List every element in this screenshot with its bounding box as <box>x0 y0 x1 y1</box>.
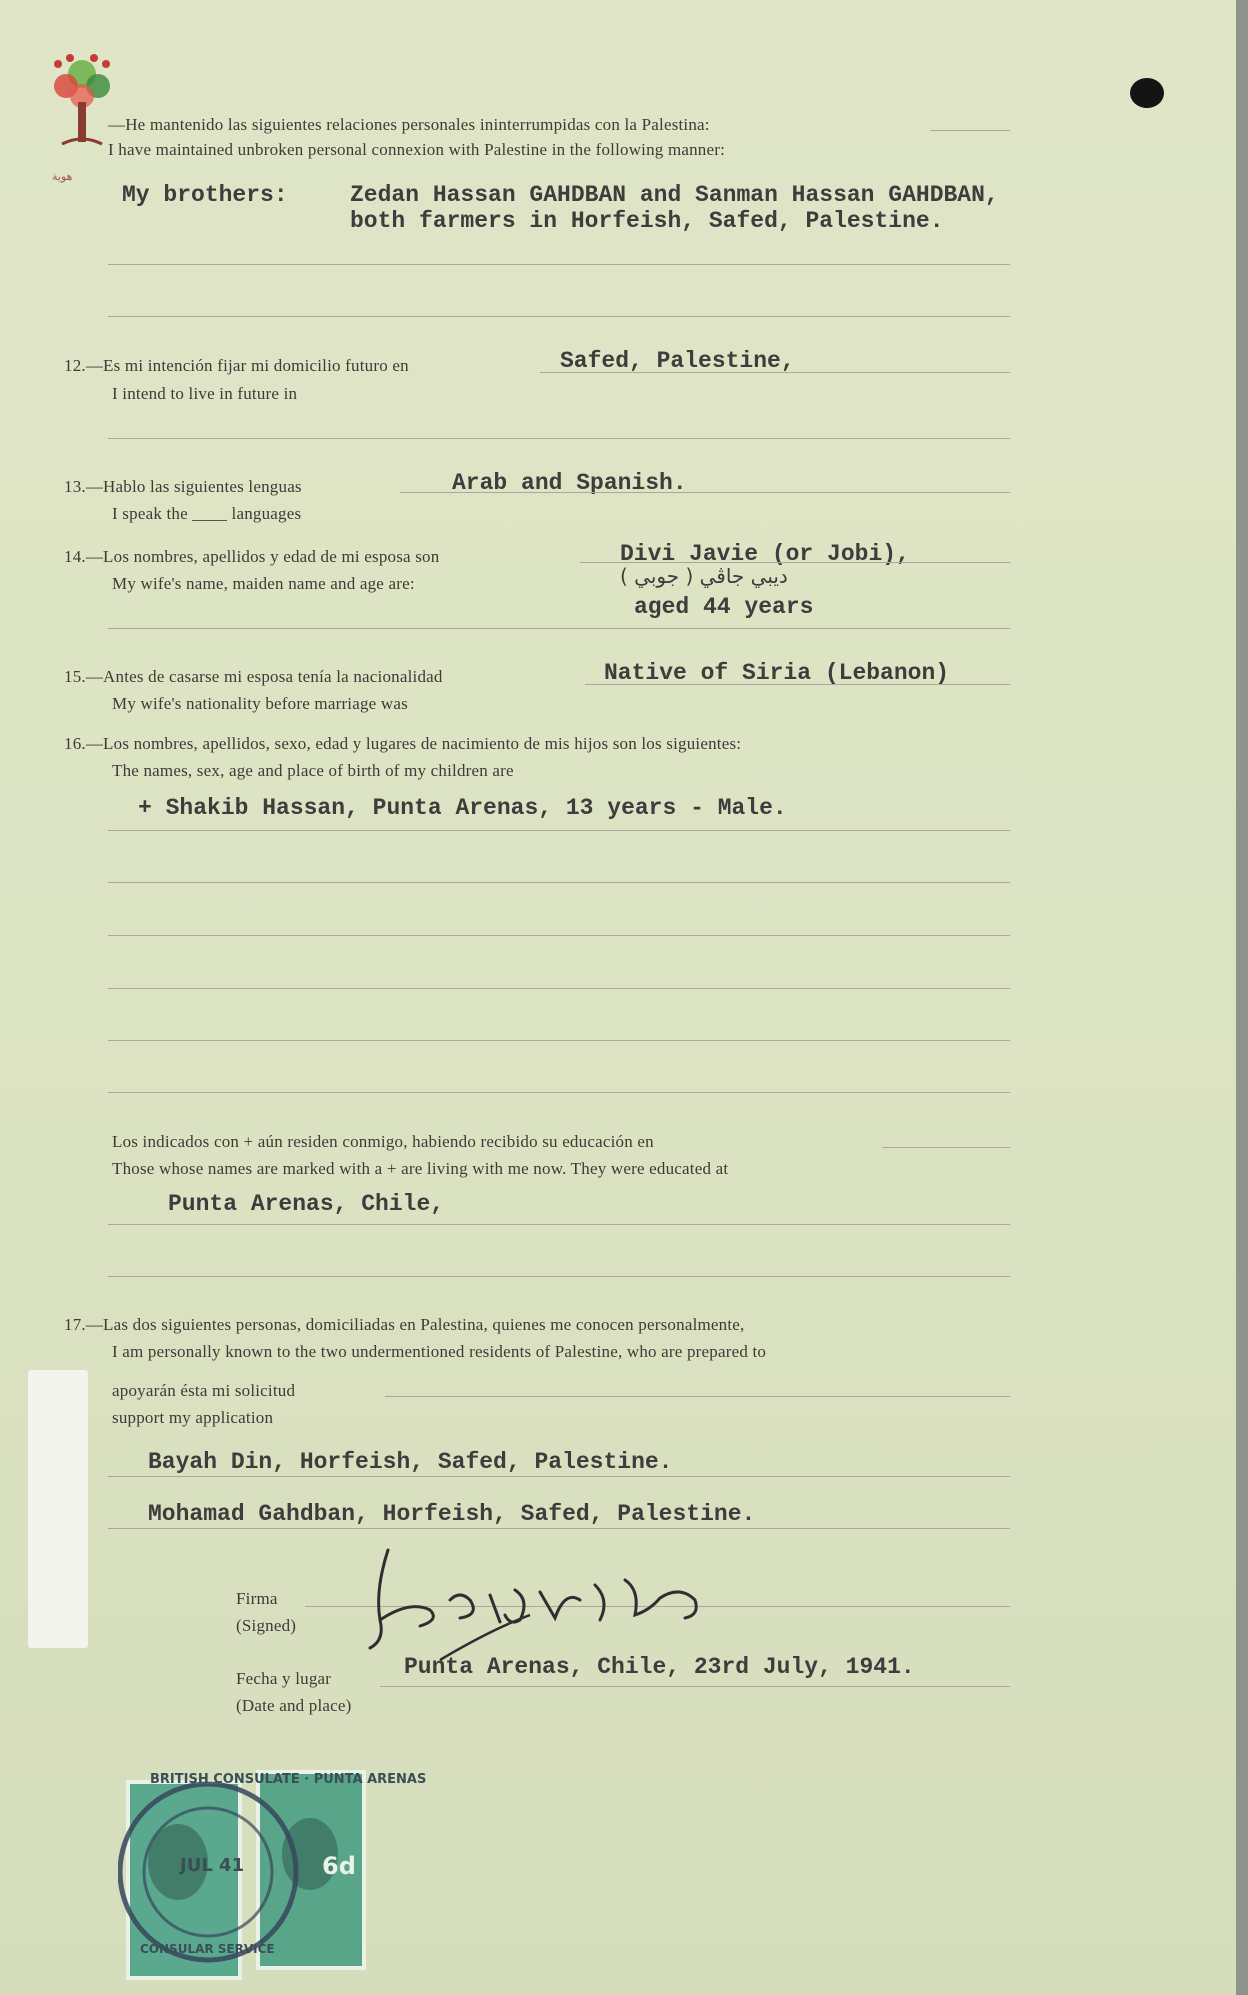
item13-english: I speak the ____ languages <box>112 504 302 523</box>
signature-spanish: Firma <box>236 1589 278 1608</box>
item16-spanish: 16.—Los nombres, apellidos, sexo, edad y lugares de nacimiento de mis hijos son los siguientes: <box>64 734 742 753</box>
stamp-service: CONSULAR SERVICE <box>140 1942 275 1956</box>
referee-1: Bayah Din, Horfeish, Safed, Palestine. <box>148 1449 673 1475</box>
paper-patch <box>28 1370 88 1648</box>
date-place-typed: Punta Arenas, Chile, 23rd July, 1941. <box>404 1654 915 1680</box>
paper-edge <box>1236 0 1248 1995</box>
punch-hole <box>1130 78 1164 108</box>
referee-2: Mohamad Gahdban, Horfeish, Safed, Palestine. <box>148 1501 756 1527</box>
education-english: Those whose names are marked with a + are living with me now. They were educated at <box>112 1159 729 1178</box>
item13-typed: Arab and Spanish. <box>452 470 687 496</box>
education-spanish: Los indicados con + aún residen conmigo, habiendo recibido su educación en <box>112 1132 654 1151</box>
item12-english: I intend to live in future in <box>112 384 298 403</box>
item12-spanish: 12.—Es mi intención fijar mi domicilio futuro en <box>64 356 409 375</box>
item11-typed-line2: both farmers in Horfeish, Safed, Palestine. <box>350 208 944 234</box>
logo-label: هوية <box>52 170 73 183</box>
item15-spanish: 15.—Antes de casarse mi esposa tenía la nacionalidad <box>64 667 443 686</box>
item11-english: I have maintained unbroken personal connexion with Palestine in the following manner: <box>108 140 726 159</box>
item14-typed-line1: Divi Javie (or Jobi), <box>620 541 910 567</box>
item14-spanish: 14.—Los nombres, apellidos y edad de mi esposa son <box>64 547 440 566</box>
signature-english: (Signed) <box>236 1616 297 1635</box>
item17-spanish-1: 17.—Las dos siguientes personas, domiciliadas en Palestina, quienes me conocen personalmente, <box>64 1315 745 1334</box>
stamp-value: 6d <box>322 1852 356 1880</box>
stamp-date: JUL 41 <box>180 1855 245 1876</box>
date-place-english: (Date and place) <box>236 1696 352 1715</box>
item11-typed-label: My brothers: <box>122 182 288 208</box>
item17-spanish-2: apoyarán ésta mi solicitud <box>112 1381 296 1400</box>
item15-typed: Native of Siria (Lebanon) <box>604 660 950 686</box>
item14-english: My wife's name, maiden name and age are: <box>112 574 415 593</box>
date-place-spanish: Fecha y lugar <box>236 1669 332 1688</box>
item14-handwritten-arabic: ديبي جاڤي ( جوبي ) <box>620 564 788 588</box>
item16-typed: + Shakib Hassan, Punta Arenas, 13 years - Male. <box>138 795 787 821</box>
item11-spanish: —He mantenido las siguientes relaciones personales ininterrumpidas con la Palestina: <box>108 115 710 134</box>
item16-english: The names, sex, age and place of birth of my children are <box>112 761 514 780</box>
item17-english-1: I am personally known to the two undermentioned residents of Palestine, who are prepared to <box>112 1342 767 1361</box>
stamp-ring-text: BRITISH CONSULATE · PUNTA ARENAS <box>150 1772 427 1787</box>
item11-typed-line1: Zedan Hassan GAHDBAN and Sanman Hassan GAHDBAN, <box>350 182 999 208</box>
education-typed: Punta Arenas, Chile, <box>168 1191 445 1217</box>
item14-typed-line2: aged 44 years <box>634 594 814 620</box>
item12-typed: Safed, Palestine, <box>560 348 795 374</box>
item13-spanish: 13.—Hablo las siguientes lenguas <box>64 477 302 496</box>
item17-english-2: support my application <box>112 1408 274 1427</box>
handwritten-signature <box>340 1530 790 1665</box>
item15-english: My wife's nationality before marriage was <box>112 694 408 713</box>
